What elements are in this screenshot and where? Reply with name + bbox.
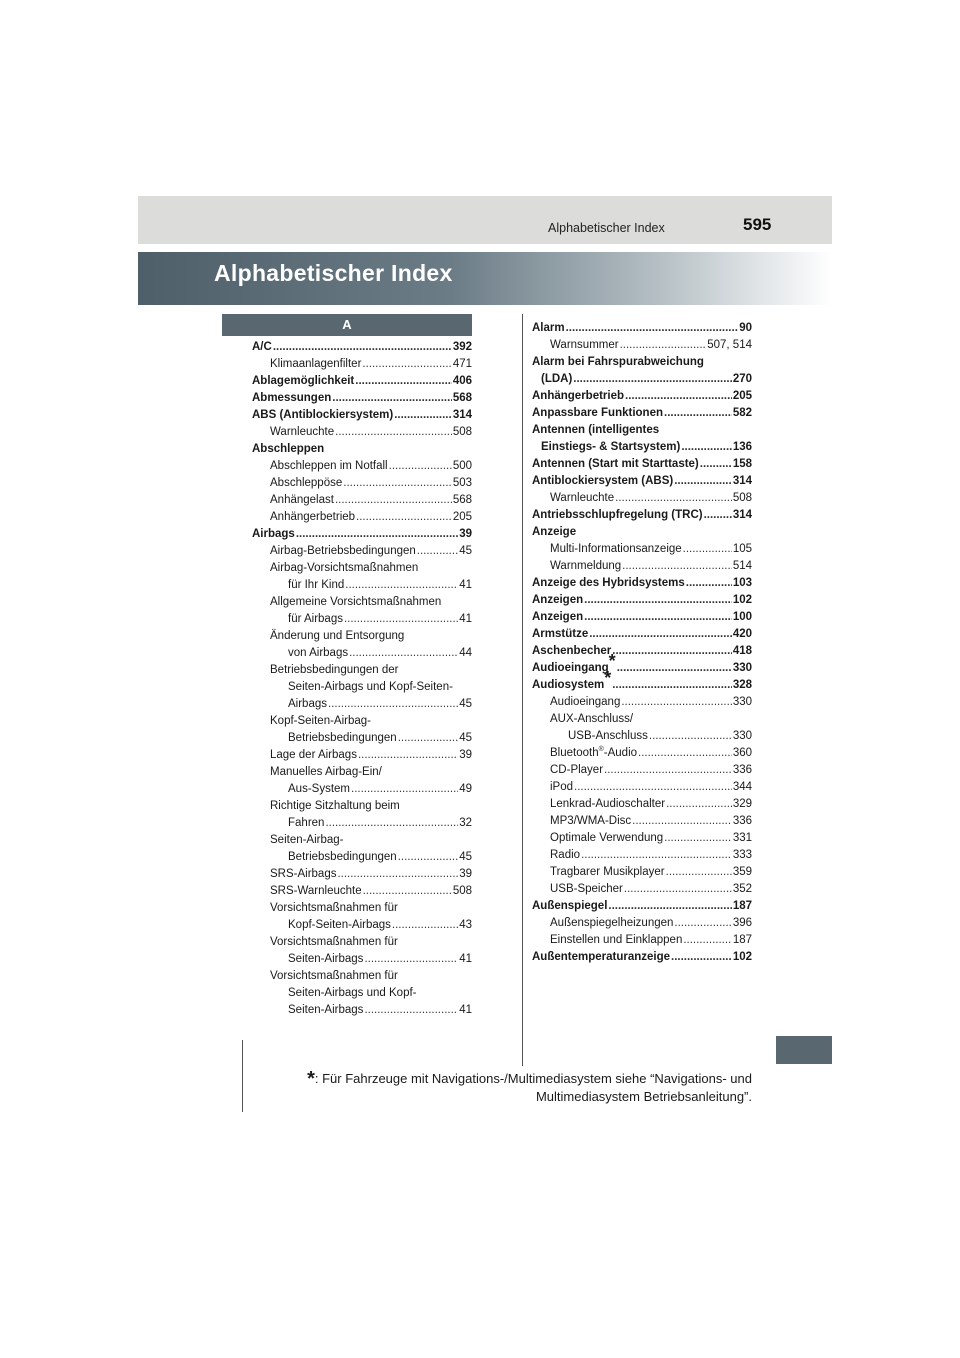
leader-dots — [364, 951, 458, 968]
page-ref: 187 — [732, 934, 752, 946]
page-ref: 43 — [459, 919, 472, 931]
entry-text: Aus-System — [288, 783, 350, 795]
page-ref: 105 — [732, 543, 752, 555]
index-entry — [252, 594, 472, 628]
index-entry — [532, 405, 752, 422]
leader-dots — [392, 917, 458, 934]
leader-dots — [608, 898, 731, 915]
index-column-left — [252, 339, 472, 1019]
entry-text: Antriebsschlupfregelung (TRC) — [532, 509, 703, 521]
leader-dots — [362, 356, 451, 373]
leader-dots — [337, 866, 458, 883]
page-ref: 336 — [732, 815, 752, 827]
index-entry — [532, 847, 752, 864]
leader-dots — [649, 728, 732, 745]
entry-text: USB-Anschluss — [568, 730, 648, 742]
index-entry — [532, 354, 752, 388]
header-section-title: Alphabetischer Index — [548, 221, 665, 235]
index-entry — [532, 796, 752, 813]
entry-text: Anzeigen — [532, 611, 584, 623]
page-ref: 508 — [732, 492, 752, 504]
leader-dots — [632, 813, 732, 830]
page-ref: 352 — [732, 883, 752, 895]
leader-dots — [296, 526, 458, 543]
index-entry — [532, 507, 752, 524]
entry-text: Betriebsbedingungen — [288, 732, 397, 744]
chapter-tab — [776, 1036, 832, 1064]
leader-dots — [664, 405, 732, 422]
leader-dots — [621, 694, 731, 711]
leader-dots — [612, 643, 732, 660]
page-ref: 205 — [732, 390, 752, 402]
entry-text: Änderung und Entsorgung — [270, 630, 405, 642]
leader-dots — [358, 747, 458, 764]
entry-text: Antennen (intelligentes — [532, 424, 660, 436]
index-entry — [532, 456, 752, 473]
entry-text: Ablagemöglichkeit — [252, 375, 355, 387]
entry-text: Bluetooth®-Audio — [550, 746, 638, 759]
index-entry — [532, 422, 752, 456]
leader-dots — [345, 577, 458, 594]
entry-text: Seiten-Airbags — [288, 1004, 364, 1016]
footnote-line-2: Multimediasystem Betriebsanleitung”. — [535, 1089, 752, 1104]
entry-text: Seiten-Airbags und Kopf-Seiten- — [288, 681, 453, 693]
index-entry — [532, 320, 752, 337]
entry-text: Vorsichtsmaßnahmen für — [270, 936, 398, 948]
leader-dots — [335, 424, 452, 441]
entry-text: Audioeingang — [532, 662, 609, 674]
page-ref: 136 — [732, 441, 752, 453]
leader-dots — [620, 337, 707, 354]
entry-text: Anzeigen — [532, 594, 584, 606]
index-entry — [252, 713, 472, 747]
entry-text: Seiten-Airbags — [288, 953, 364, 965]
page-ref: 508 — [452, 885, 472, 897]
entry-text: Abmessungen — [252, 392, 332, 404]
leader-dots — [683, 541, 732, 558]
index-entry — [532, 762, 752, 779]
leader-dots — [674, 473, 732, 490]
leader-dots — [581, 847, 732, 864]
leader-dots — [664, 830, 732, 847]
index-entry — [532, 915, 752, 932]
entry-text: Außenspiegel — [532, 900, 608, 912]
leader-dots — [574, 779, 732, 796]
entry-text: Anhängelast — [270, 494, 334, 506]
page-ref: 205 — [452, 511, 472, 523]
index-entry — [532, 473, 752, 490]
entry-text: Warnleuchte — [550, 492, 615, 504]
page-ref: 514 — [732, 560, 752, 572]
index-entry — [532, 541, 752, 558]
entry-text: Anpassbare Funktionen — [532, 407, 663, 419]
page-ref: 507, 514 — [707, 339, 752, 351]
entry-text: USB-Speicher — [550, 883, 623, 895]
leader-dots — [332, 390, 452, 407]
entry-text: Richtige Sitzhaltung beim — [270, 800, 400, 812]
column-divider — [522, 314, 523, 1066]
entry-text: Airbag-Vorsichtsmaßnahmen — [270, 562, 419, 574]
entry-text: Vorsichtsmaßnahmen für — [270, 902, 398, 914]
index-entry: Audioeingang * . . . 330 — [532, 660, 752, 677]
index-entry — [252, 509, 472, 526]
index-entry — [532, 745, 752, 762]
leader-dots — [394, 407, 452, 424]
page-ref: 508 — [452, 426, 472, 438]
index-entry — [252, 866, 472, 883]
index-entry — [532, 337, 752, 354]
page-ref: 314 — [732, 475, 752, 487]
leader-dots — [666, 796, 732, 813]
index-entry — [532, 592, 752, 609]
index-entry — [252, 407, 472, 424]
leader-dots — [700, 456, 732, 473]
entry-text: Klimaanlagenfilter — [270, 358, 362, 370]
entry-text: Fahren — [288, 817, 325, 829]
entry-text: Tragbarer Musikplayer — [550, 866, 665, 878]
entry-text: CD-Player — [550, 764, 604, 776]
leader-dots — [335, 492, 452, 509]
leader-dots — [417, 543, 458, 560]
page-ref: 330 — [732, 696, 752, 708]
leader-dots — [349, 645, 458, 662]
page-ref: 568 — [452, 494, 472, 506]
page-ref: 39 — [459, 528, 472, 540]
page-ref: 333 — [732, 849, 752, 861]
leader-dots — [686, 575, 732, 592]
page-ref: 41 — [459, 579, 472, 591]
entry-text: Airbags — [252, 528, 295, 540]
page-ref: 270 — [732, 373, 752, 385]
letter-heading: A — [222, 314, 472, 336]
index-column-right — [532, 320, 752, 966]
index-entry — [252, 883, 472, 900]
index-entry — [252, 934, 472, 968]
index-entry — [252, 764, 472, 798]
entry-text: Lenkrad-Audioschalter — [550, 798, 666, 810]
entry-text: Anzeige des Hybridsystems — [532, 577, 685, 589]
page-ref: 568 — [452, 392, 472, 404]
index-entry — [252, 356, 472, 373]
index-entry — [532, 626, 752, 643]
page-title: Alphabetischer Index — [214, 260, 453, 286]
entry-text: Betriebsbedingungen — [288, 851, 397, 863]
leader-dots — [615, 490, 732, 507]
leader-dots — [343, 475, 452, 492]
leader-dots — [624, 881, 732, 898]
index-entry — [532, 643, 752, 660]
entry-text: Alarm bei Fahrspurabweichung — [532, 356, 704, 368]
index-entry — [532, 694, 752, 711]
page-ref: 392 — [452, 341, 472, 353]
index-entry — [532, 558, 752, 575]
page-ref: 45 — [459, 732, 472, 744]
page-ref: 314 — [732, 509, 752, 521]
page-ref: 330 — [732, 730, 752, 742]
entry-text: Seiten-Airbag- — [270, 834, 344, 846]
index-entry — [532, 864, 752, 881]
left-margin-rule — [242, 1040, 243, 1112]
index-entry — [532, 830, 752, 847]
entry-text: Warnleuchte — [270, 426, 335, 438]
entry-text: Lage der Airbags — [270, 749, 357, 761]
leader-dots — [356, 509, 452, 526]
entry-text: Aschenbecher — [532, 645, 612, 657]
footnote-line-1: *: Für Fahrzeuge mit Navigations-/Multimediasystem siehe “Navigations- und — [307, 1068, 752, 1090]
index-entry — [252, 560, 472, 594]
entry-text: von Airbags — [288, 647, 349, 659]
page-ref: 344 — [732, 781, 752, 793]
index-entry — [252, 458, 472, 475]
page-ref: 187 — [732, 900, 752, 912]
entry-text: Abschleppöse — [270, 477, 343, 489]
leader-dots — [671, 949, 732, 966]
page-ref: 336 — [732, 764, 752, 776]
entry-text: Anhängerbetrieb — [532, 390, 625, 402]
leader-dots — [617, 660, 732, 677]
page-ref: 396 — [732, 917, 752, 929]
entry-text: Abschleppen im Notfall — [270, 460, 388, 472]
index-entry — [252, 475, 472, 492]
page-ref: 32 — [459, 817, 472, 829]
entry-text: Betriebsbedingungen der — [270, 664, 399, 676]
entry-text: SRS-Warnleuchte — [270, 885, 362, 897]
leader-dots — [625, 388, 732, 405]
index-entry: Audiosystem * . . . 328 — [532, 677, 752, 694]
index-entry — [532, 779, 752, 796]
leader-dots — [325, 815, 458, 832]
entry-text: Alarm — [532, 322, 565, 334]
entry-text: iPod — [550, 781, 574, 793]
index-entry — [532, 813, 752, 830]
page-ref: 41 — [459, 953, 472, 965]
entry-text: Radio — [550, 849, 581, 861]
index-entry — [252, 628, 472, 662]
entry-text: Kopf-Seiten-Airbags — [288, 919, 391, 931]
leader-dots — [584, 592, 732, 609]
page-ref: 420 — [732, 628, 752, 640]
page-ref: 49 — [459, 783, 472, 795]
leader-dots — [666, 864, 732, 881]
page-ref: 582 — [732, 407, 752, 419]
page-ref: 103 — [732, 577, 752, 589]
entry-text: AUX-Anschluss/ — [550, 713, 634, 725]
entry-text: Warnsummer — [550, 339, 619, 351]
page-ref: 406 — [452, 375, 472, 387]
leader-dots — [674, 915, 731, 932]
leader-dots — [351, 781, 458, 798]
leader-dots — [398, 730, 459, 747]
page-ref: 90 — [739, 322, 752, 334]
entry-text: Abschleppen — [252, 443, 325, 455]
leader-dots — [638, 745, 732, 762]
page-ref: 360 — [732, 747, 752, 759]
entry-text: Airbags — [288, 698, 327, 710]
entry-text: Anzeige — [532, 526, 577, 538]
page-ref: 359 — [732, 866, 752, 878]
index-entry — [252, 526, 472, 543]
footnote-star: * — [307, 1068, 315, 1090]
entry-text: Einstiegs- & Startsystem) — [541, 441, 681, 453]
leader-dots — [344, 611, 458, 628]
leader-dots — [683, 932, 731, 949]
entry-text: Antennen (Start mit Starttaste) — [532, 458, 699, 470]
index-entry — [532, 524, 752, 541]
index-entry — [252, 492, 472, 509]
index-entry — [252, 441, 472, 458]
index-entry — [532, 949, 752, 966]
entry-text: Kopf-Seiten-Airbag- — [270, 715, 371, 727]
leader-dots — [681, 439, 731, 456]
leader-dots — [273, 339, 452, 356]
page-ref: 418 — [732, 645, 752, 657]
entry-text: Einstellen und Einklappen — [550, 934, 683, 946]
entry-text: für Airbags — [288, 613, 343, 625]
index-entry — [532, 575, 752, 592]
leader-dots — [584, 609, 732, 626]
entry-text: Außenspiegelheizungen — [550, 917, 674, 929]
entry-text: Optimale Verwendung — [550, 832, 664, 844]
page-ref: 330 — [732, 662, 752, 674]
entry-text: Seiten-Airbags und Kopf- — [288, 987, 417, 999]
leader-dots — [364, 1002, 458, 1019]
entry-text: für Ihr Kind — [288, 579, 345, 591]
index-entry — [252, 543, 472, 560]
page-ref: 471 — [452, 358, 472, 370]
page-ref: 331 — [732, 832, 752, 844]
page-ref: 45 — [459, 698, 472, 710]
index-entry — [252, 339, 472, 356]
index-entry — [532, 881, 752, 898]
entry-text: Antiblockiersystem (ABS) — [532, 475, 674, 487]
page-ref: 329 — [732, 798, 752, 810]
entry-text: Manuelles Airbag-Ein/ — [270, 766, 382, 778]
index-entry — [532, 898, 752, 915]
entry-text: Allgemeine Vorsichtsmaßnahmen — [270, 596, 442, 608]
index-entry — [252, 832, 472, 866]
index-entry — [252, 424, 472, 441]
page-ref: 503 — [452, 477, 472, 489]
entry-text: Armstütze — [532, 628, 589, 640]
leader-dots — [363, 883, 452, 900]
entry-text: Audiosystem — [532, 679, 605, 691]
leader-dots — [622, 558, 732, 575]
page-ref: 314 — [452, 409, 472, 421]
index-entry — [252, 373, 472, 390]
leader-dots — [355, 373, 452, 390]
page-ref: 45 — [459, 851, 472, 863]
page-ref: 45 — [459, 545, 472, 557]
index-entry — [252, 900, 472, 934]
index-entry — [532, 388, 752, 405]
leader-dots — [589, 626, 732, 643]
index-entry — [532, 711, 752, 745]
page-ref: 44 — [459, 647, 472, 659]
leader-dots — [612, 677, 732, 694]
entry-text: Airbag-Betriebsbedingungen — [270, 545, 416, 557]
page-ref: 102 — [732, 594, 752, 606]
page-ref: 328 — [732, 679, 752, 691]
entry-text: (LDA) — [541, 373, 573, 385]
index-entry — [252, 968, 472, 1019]
page-ref: 100 — [732, 611, 752, 623]
leader-dots — [328, 696, 458, 713]
leader-dots — [398, 849, 459, 866]
footnote — [262, 1068, 752, 1106]
index-entry — [252, 662, 472, 713]
index-entry — [532, 609, 752, 626]
entry-text: Warnmeldung — [550, 560, 622, 572]
entry-text: Anhängerbetrieb — [270, 511, 356, 523]
index-entry — [532, 932, 752, 949]
entry-text: Außentemperaturanzeige — [532, 951, 671, 963]
page-number: 595 — [743, 215, 772, 234]
entry-text: SRS-Airbags — [270, 868, 337, 880]
page-ref: 39 — [459, 868, 472, 880]
page-ref: 39 — [459, 749, 472, 761]
header-band — [138, 196, 832, 244]
index-entry — [252, 747, 472, 764]
leader-dots — [566, 320, 739, 337]
page-ref: 102 — [732, 951, 752, 963]
entry-text: A/C — [252, 341, 272, 353]
entry-text: MP3/WMA-Disc — [550, 815, 632, 827]
page-ref: 41 — [459, 1004, 472, 1016]
leader-dots — [389, 458, 452, 475]
entry-text: Vorsichtsmaßnahmen für — [270, 970, 398, 982]
index-entry — [532, 490, 752, 507]
index-entry — [252, 798, 472, 832]
leader-dots — [704, 507, 732, 524]
page-ref: 158 — [732, 458, 752, 470]
leader-dots — [573, 371, 732, 388]
page-ref: 500 — [452, 460, 472, 472]
leader-dots — [604, 762, 732, 779]
entry-text: Multi-Informationsanzeige — [550, 543, 682, 555]
entry-text: ABS (Antiblockiersystem) — [252, 409, 394, 421]
index-entry — [252, 390, 472, 407]
entry-text: Audioeingang — [550, 696, 621, 708]
page-ref: 41 — [459, 613, 472, 625]
